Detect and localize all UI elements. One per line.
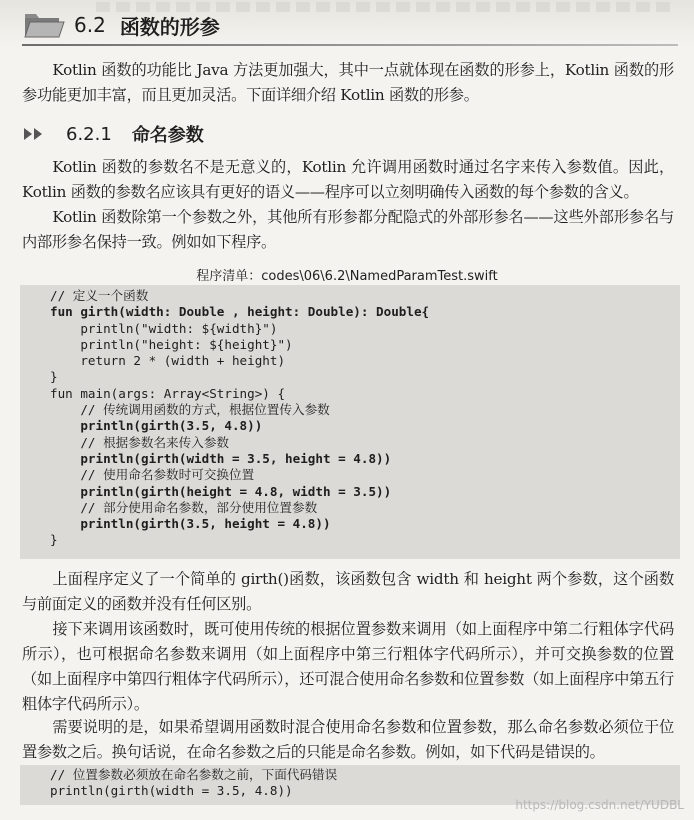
section-rule — [22, 44, 678, 46]
code-snippet — [50, 767, 337, 800]
subsection-number: 6.2.1 — [66, 123, 112, 145]
code-listing — [50, 288, 429, 549]
code-line: println(girth(3.5, 4.8)) — [50, 418, 263, 434]
code-line: // 部分使用命名参数，部分使用位置参数 — [50, 499, 318, 515]
code-line: println(girth(height = 4.8, width = 3.5)) — [50, 483, 392, 499]
subsection-heading — [22, 121, 204, 147]
section-heading — [22, 8, 220, 42]
code-line: println(girth(width = 3.5, 4.8)) — [50, 783, 293, 799]
code-line: // 传统调用函数的方式，根据位置传入参数 — [50, 402, 330, 418]
paragraph-call-styles: 接下来调用该函数时，既可使用传统的根据位置参数来调用（如上面程序中第二行粗体字代码所示），也可根据命名参数来调用（如上面程序中第三行粗体字代码所示），并可交换参数的位置（如上面程序中第四行粗体字代码所示），还可混合使用命名参数和位置参数（如上面程序中第五行粗体字代码所示）。 — [22, 620, 674, 713]
section-title: 函数的形参 — [119, 14, 220, 39]
code-line: // 位置参数必须放在命名参数之前，下面代码错误 — [50, 767, 338, 782]
code-line: println("width: ${width}") — [50, 320, 278, 336]
double-arrow-icon — [22, 126, 58, 142]
code-line: // 根据参数名来传入参数 — [50, 434, 230, 450]
subsection-title: 命名参数 — [131, 125, 204, 146]
code-line: return 2 * (width + height) — [50, 353, 286, 369]
code-line: } — [50, 369, 58, 385]
listing-caption: 程序清单：codes\06\6.2\NamedParamTest.swift — [196, 269, 498, 284]
code-line: fun main(args: Array<String>) { — [50, 385, 286, 401]
code-line: println(girth(width = 3.5, height = 4.8)) — [50, 450, 392, 466]
intro-paragraph: Kotlin 函数的功能比 Java 方法更加强大，其中一点就体现在函数的形参上，Kotlin 函数的形参功能更加丰富，而且更加灵活。下面详细介绍 Kotlin 函数的形参。 — [22, 61, 674, 104]
code-line: println("height: ${height}") — [50, 336, 293, 352]
paragraph-named-params: Kotlin 函数的参数名不是无意义的，Kotlin 允许调用函数时通过名字来传入参数值。因此，Kotlin 函数的参数名应该具有更好的语义——程序可以立刻明确传入函数的每个参数的含义。 — [22, 158, 674, 201]
folder-icon — [22, 10, 66, 40]
paragraph-girth-desc: 上面程序定义了一个简单的 girth()函数，该函数包含 width 和 height 两个参数，这个函数与前面定义的函数并没有任何区别。 — [22, 570, 674, 613]
code-line: println(girth(3.5, height = 4.8)) — [50, 516, 331, 532]
section-number: 6.2 — [74, 13, 106, 37]
paragraph-mixing-rule: 需要说明的是，如果希望调用函数时混合使用命名参数和位置参数，那么命名参数必须位于位置参数之后。换句话说，在命名参数之后的只能是命名参数。例如，如下代码是错误的。 — [22, 718, 674, 761]
paragraph-implicit-names: Kotlin 函数除第一个参数之外，其他所有形参都分配隐式的外部形参名——这些外部形参名与内部形参名保持一致。例如如下程序。 — [22, 208, 674, 251]
code-line: // 使用命名参数时可交换位置 — [50, 467, 255, 483]
watermark: https://blog.csdn.net/YUDBL — [515, 798, 684, 812]
code-line: } — [50, 532, 58, 548]
code-line: fun girth(width: Double , height: Double): Double{ — [50, 304, 430, 320]
code-line: // 定义一个函数 — [50, 288, 149, 303]
